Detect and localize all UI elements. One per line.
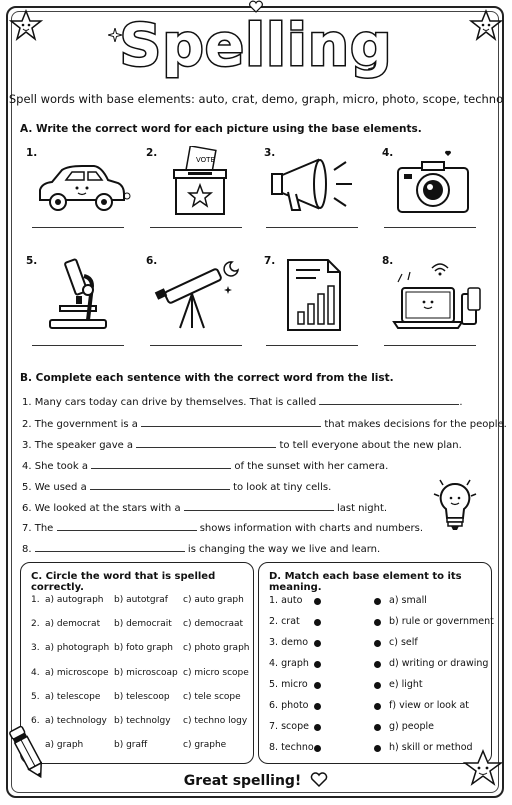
choice-number: 6.	[31, 716, 40, 726]
choice-number: 1.	[31, 595, 40, 605]
match-dot-right[interactable]	[374, 724, 381, 731]
meaning: d) writing or drawing	[389, 658, 489, 669]
choice-number: 3.	[31, 643, 40, 653]
heart-icon	[310, 772, 328, 788]
match-dot-left[interactable]	[314, 640, 321, 647]
sentence-text: is changing the way we live and learn.	[187, 544, 381, 555]
megaphone-icon	[266, 150, 366, 225]
sentence-text: 2. The government is a	[22, 419, 138, 430]
choice-b[interactable]: b) democrait	[114, 619, 172, 629]
sentence-text: to tell everyone about the new plan.	[279, 440, 462, 451]
section-c-box	[20, 562, 254, 764]
section-d-box	[258, 562, 492, 764]
match-dot-right[interactable]	[374, 682, 381, 689]
item-number: 4.	[382, 147, 394, 159]
sentence-blank[interactable]	[319, 394, 459, 405]
sentence-blank[interactable]	[35, 541, 185, 552]
item-number: 2.	[146, 147, 158, 159]
light-bulb-icon	[430, 476, 480, 536]
meaning: e) light	[389, 679, 423, 690]
match-dot-left[interactable]	[314, 745, 321, 752]
choice-a[interactable]: a) graph	[45, 740, 84, 750]
footer-text: Great spelling!	[183, 773, 302, 789]
meaning: a) small	[389, 595, 427, 606]
sentence-text: 1. Many cars today can drive by themselves. That is called	[22, 397, 317, 408]
choice-number: 5.	[31, 692, 40, 702]
sentence-8	[22, 541, 380, 555]
sentence-2	[22, 416, 507, 430]
match-dot-left[interactable]	[314, 661, 321, 668]
choice-a[interactable]: a) microscope	[45, 668, 109, 678]
sentence-text: 4. She took a	[22, 461, 88, 472]
item-number: 6.	[146, 255, 158, 267]
sentence-blank[interactable]	[91, 458, 231, 469]
match-dot-left[interactable]	[314, 703, 321, 710]
item-number: 1.	[26, 147, 38, 159]
section-a-heading: A. Write the correct word for each picture using the base elements.	[20, 123, 422, 135]
choice-b[interactable]: b) microscoap	[114, 668, 178, 678]
base-element: 4. graph	[269, 658, 309, 669]
answer-line[interactable]	[32, 226, 124, 228]
meaning: f) view or look at	[389, 700, 470, 711]
sentence-blank[interactable]	[141, 416, 321, 427]
choice-c[interactable]: c) democraat	[183, 619, 244, 629]
choice-number: 4.	[31, 668, 40, 678]
sentence-text: .	[459, 397, 463, 408]
match-dot-right[interactable]	[374, 619, 381, 626]
sentence-text: 7. The	[22, 523, 54, 534]
item-number: 5.	[26, 255, 38, 267]
match-dot-left[interactable]	[314, 619, 321, 626]
choice-b[interactable]: b) telescoop	[114, 692, 170, 702]
base-element: 5. micro	[269, 679, 308, 690]
choice-a[interactable]: a) photograph	[45, 643, 110, 653]
base-element: 6. photo	[269, 700, 309, 711]
match-dot-left[interactable]	[314, 598, 321, 605]
match-dot-right[interactable]	[374, 661, 381, 668]
sentence-blank[interactable]	[184, 500, 334, 511]
sentence-text: 6. We looked at the stars with a	[22, 503, 181, 514]
sentence-text: 8.	[22, 544, 32, 555]
sentence-text: that makes decisions for the people.	[324, 419, 507, 430]
sentence-text: of the sunset with her camera.	[234, 461, 389, 472]
match-dot-right[interactable]	[374, 640, 381, 647]
sentence-text: 3. The speaker gave a	[22, 440, 134, 451]
choice-b[interactable]: b) graff	[114, 740, 148, 750]
sentence-4	[22, 458, 388, 472]
ballot-box-icon	[150, 146, 250, 221]
meaning: h) skill or method	[389, 742, 473, 753]
star-icon	[462, 748, 504, 790]
bar-chart-document-icon	[266, 256, 366, 331]
choice-number: 2.	[31, 619, 40, 629]
choice-c[interactable]: c) techno logy	[183, 716, 248, 726]
sentence-blank[interactable]	[90, 479, 230, 490]
sentence-text: last night.	[336, 503, 388, 514]
item-number: 7.	[264, 255, 276, 267]
choice-b[interactable]: b) technolgy	[114, 716, 171, 726]
match-dot-left[interactable]	[314, 682, 321, 689]
sentence-text: shows information with charts and numbers.	[199, 523, 424, 534]
answer-line[interactable]	[266, 344, 358, 346]
answer-line[interactable]	[150, 226, 242, 228]
camera-icon	[384, 148, 484, 223]
answer-line[interactable]	[150, 344, 242, 346]
choice-b[interactable]: b) foto graph	[114, 643, 174, 653]
subtitle: Spell words with base elements: auto, crat, demo, graph, micro, photo, scope, techno	[8, 92, 504, 106]
item-number: 8.	[382, 255, 394, 267]
match-dot-right[interactable]	[374, 703, 381, 710]
telescope-icon	[150, 256, 250, 331]
choice-a[interactable]: a) democrat	[45, 619, 101, 629]
meaning: c) self	[389, 637, 418, 648]
sentence-3	[22, 437, 462, 451]
choice-a[interactable]: a) technology	[45, 716, 107, 726]
microscope-icon	[30, 256, 130, 331]
sentence-text: to look at tiny cells.	[233, 482, 332, 493]
footer-message	[0, 772, 512, 789]
section-d-heading: D. Match each base element to its meaning.	[269, 571, 462, 593]
answer-line[interactable]	[384, 226, 476, 228]
base-element: 7. scope	[269, 721, 309, 732]
choice-c[interactable]: c) micro scope	[183, 668, 249, 678]
sentence-blank[interactable]	[136, 437, 276, 448]
meaning: g) people	[389, 721, 434, 732]
page-title: Spelling	[119, 11, 393, 79]
choice-a[interactable]: a) autograph	[45, 595, 104, 605]
answer-line[interactable]	[384, 344, 476, 346]
match-dot-right[interactable]	[374, 745, 381, 752]
base-element: 1. auto	[269, 595, 303, 606]
sentence-7	[22, 520, 423, 534]
item-number: 3.	[264, 147, 276, 159]
section-c-heading: C. Circle the word that is spelled correctly.	[31, 571, 216, 593]
sentence-6	[22, 500, 387, 514]
choice-a[interactable]: a) telescope	[45, 692, 101, 702]
choice-b[interactable]: b) autotgraf	[114, 595, 168, 605]
match-dot-right[interactable]	[374, 598, 381, 605]
answer-line[interactable]	[32, 344, 124, 346]
answer-line[interactable]	[266, 226, 358, 228]
choice-c[interactable]: c) photo graph	[183, 643, 250, 653]
base-element: 3. demo	[269, 637, 309, 648]
section-b-heading: B. Complete each sentence with the correct word from the list.	[20, 372, 394, 384]
meaning: b) rule or government	[389, 616, 494, 627]
choice-c[interactable]: c) graphe	[183, 740, 227, 750]
sentence-blank[interactable]	[57, 520, 197, 531]
base-element: 2. crat	[269, 616, 300, 627]
choice-c[interactable]: c) auto graph	[183, 595, 244, 605]
sentence-1	[22, 394, 463, 408]
laptop-devices-icon	[384, 258, 484, 333]
choice-c[interactable]: c) tele scope	[183, 692, 241, 702]
match-dot-left[interactable]	[314, 724, 321, 731]
car-icon	[32, 150, 132, 225]
sentence-5	[22, 479, 331, 493]
vote-label: VOTE	[196, 156, 215, 164]
base-element: 8. techno	[269, 742, 314, 753]
sentence-text: 5. We used a	[22, 482, 87, 493]
